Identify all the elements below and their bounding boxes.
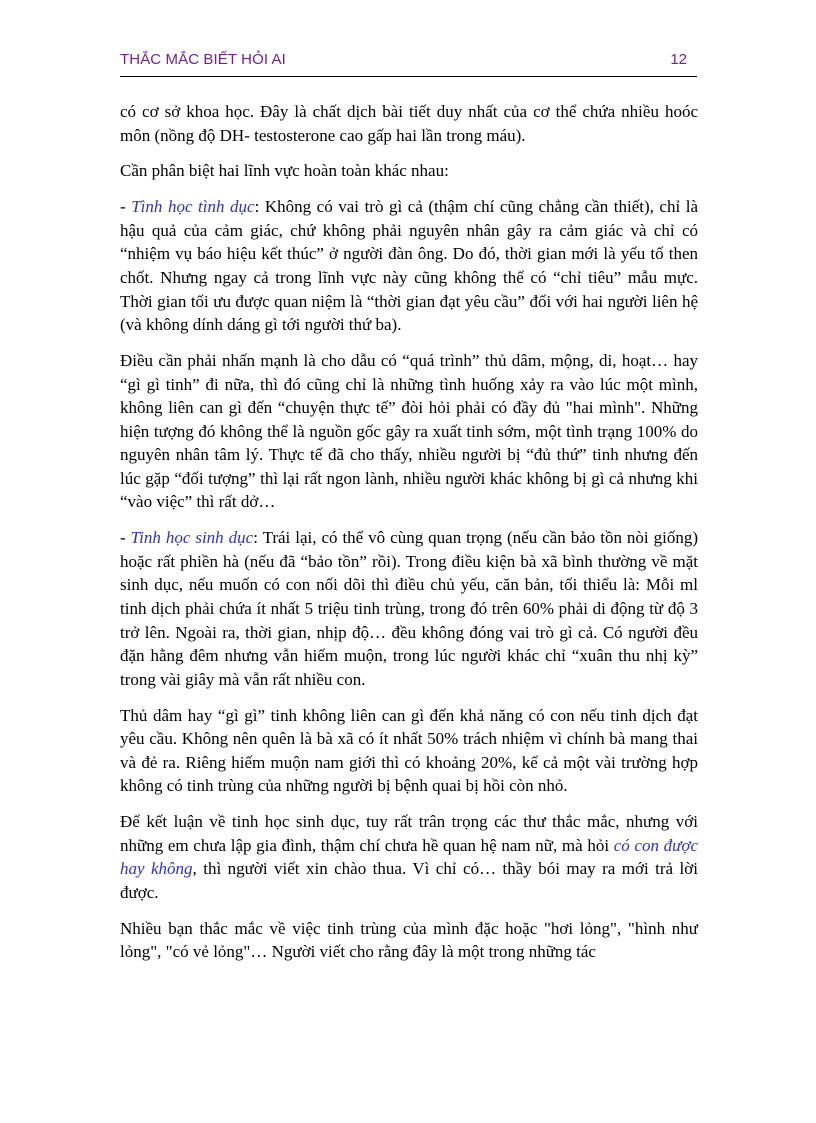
italic-question-link: có con được hay không (120, 835, 698, 879)
paragraph-8: Nhiều bạn thắc mắc về việc tinh trùng của mình đặc hoặc "hơi lỏng", "hình như lỏng", "có vẻ lỏng"… Người viết cho rằng đây là một trong những tác (120, 918, 698, 962)
page-number: 12 (670, 51, 687, 68)
term-sexual: Tình học tình dục (131, 197, 255, 217)
paragraph-2: Cần phân biệt hai lĩnh vực hoàn toàn khác nhau: (120, 161, 449, 181)
list-dash: - (120, 528, 131, 548)
term-reproductive: Tinh học sinh dục (130, 528, 254, 548)
paragraph-sexual-section (120, 195, 698, 337)
paragraph-sexual-text: : Không có vai trò gì cả (thậm chí cũng chẳng cần thiết), chỉ là hậu quả của cảm giác, chứ không phải nguyên nhân gây ra cảm giác và chỉ có “nhiệm vụ báo hiệu kết thúc” ở người đàn ông. Do đó, thời gian mới là yếu tố then chốt. Nhưng ngay cả trong lĩnh vực này cũng không thể có “chỉ tiêu” mẫu mực. Thời gian tối ưu được quan niệm là “thời gian đạt yêu cầu” đối với hai người liên hệ (và không dính dáng gì tới người thứ ba). (120, 197, 699, 335)
paragraph-7 (120, 810, 698, 904)
paragraph-reproductive-text: : Trái lại, có thể vô cùng quan trọng (nếu cần bảo tồn nòi giống) hoặc rất phiền hà (nếu đã “bảo tồn” rồi). Trong điều kiện bà xã bình thường về mặt sinh dục, nếu muốn có con nối dõi thì điều chủ yếu, căn bản, tối thiểu là: Mỗi ml tinh dịch phải chứa ít nhất 5 triệu tinh trùng, trong đó trên 60% phải di động từ độ 3 trở lên. Ngoài ra, thời gian, nhịp độ… đều không đóng vai trò gì cả. Có người đều đặn hằng đêm nhưng vẫn hiếm muộn, trong lúc người khác chỉ “xuân thu nhị kỳ” trong vài giây mà vẫn rất nhiều con. (120, 528, 698, 689)
paragraph-1: có cơ sở khoa học. Đây là chất dịch bài tiết duy nhất của cơ thể chứa nhiều hoóc môn (nồng độ DH- testosterone cao gấp hai lần trong máu). (120, 102, 698, 145)
paragraph-reproductive-section (120, 526, 698, 691)
paragraph-7-text-a: Để kết luận về tinh học sinh dục, tuy rất trân trọng các thư thắc mắc, nhưng với những em chưa lập gia đình, thậm chí chưa hề quan hệ nam nữ, mà hỏi (120, 812, 698, 855)
running-header (120, 50, 697, 77)
paragraph-7-text-b: , thì người viết xin chào thua. Vì chỉ có… thầy bói may ra mới trả lời được. (120, 859, 698, 902)
body-text (120, 100, 698, 976)
header-title: THẮC MẮC BIẾT HỎI AI (120, 51, 286, 68)
paragraph-6: Thủ dâm hay “gì gì” tinh không liên can gì đến khả năng có con nếu tinh dịch đạt yêu cầu. Không nên quên là bà xã có ít nhất 50% trách nhiệm vì chính bà mang thai và đẻ ra. Riêng hiếm muộn nam giới thì có khoảng 20%, kể cả một vài trường hợp không có tinh trùng của những người bị bệnh quai bị hồi còn nhỏ. (120, 705, 698, 796)
list-dash: - (120, 197, 132, 217)
paragraph-4: Điều cần phải nhấn mạnh là cho dẫu có “quá trình” thủ dâm, mộng, di, hoạt… hay “gì gì tinh” đi nữa, thì đó cũng chỉ là những tình huống xảy ra vào lúc một mình, không liên can gì đến “chuyện thực tế” đòi hỏi phải có đầy đủ "hai mình". Những hiện tượng đó không thể là nguồn gốc gây ra xuất tinh sớm, một tình trạng 100% do nguyên nhân tâm lý. Thực tế đã cho thấy, nhiều người bị “đủ thứ” tinh nhưng đến lúc gặp “đối tượng” thì lại rất ngon lành, nhiều người khác không bị gì cả nhưng khi “vào việc” thì rất dở… (120, 350, 698, 512)
